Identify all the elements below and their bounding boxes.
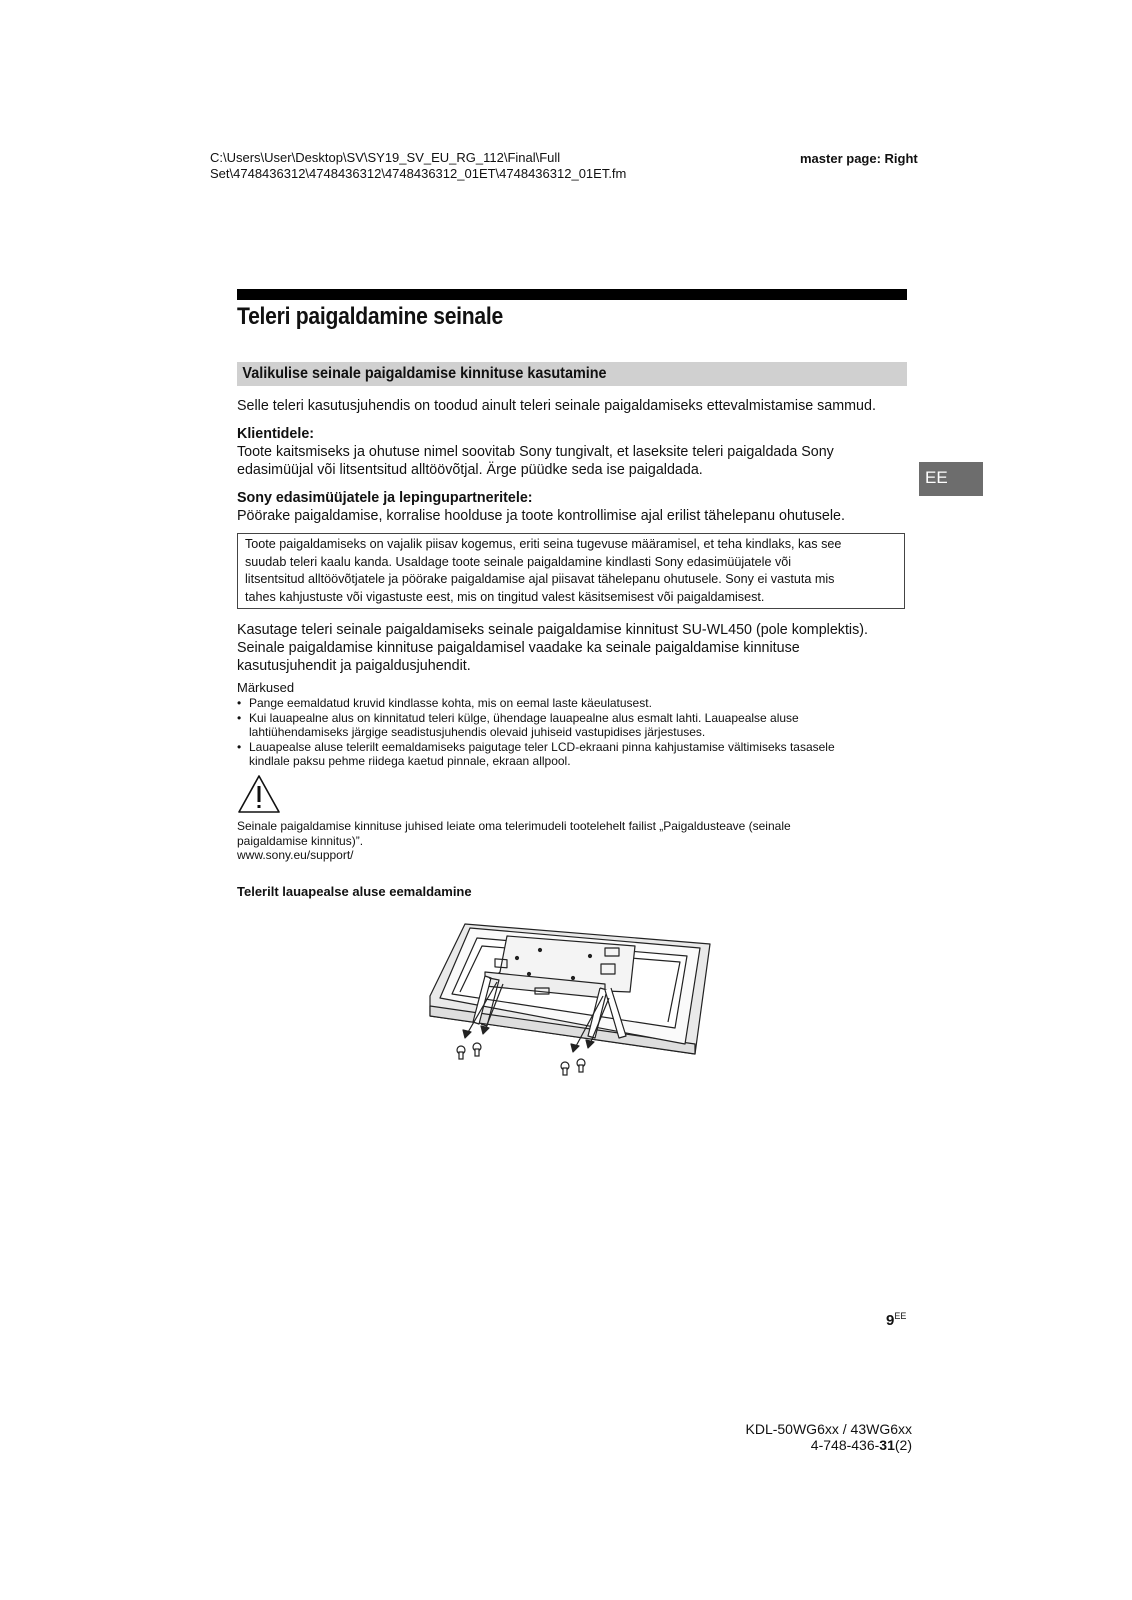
notice-line-1: Toote paigaldamiseks on vajalik piisav kogemus, eriti seina tugevuse määramisel, et teha kindlaks, kas see [245, 537, 842, 551]
section-heading-bar [237, 362, 907, 386]
title-rule [237, 289, 907, 300]
list-item: • Lauapealse aluse telerilt eemaldamiseks paigutage teler LCD-ekraani pinna kahjustamise vältimiseks tasasele kindlale paksu pehme riidega kaetud pinnale, ekraan allpool. [237, 740, 917, 769]
customers-heading: Klientidele: [237, 426, 315, 442]
dealers-text: Pöörake paigaldamise, korralise hoolduse ja toote kontrollimise ajal erilist tähelepanu ohutusele. [237, 508, 845, 524]
guide-text [237, 819, 791, 863]
notice-line-3: litsentsitud alltöövõtjatele ja pöörake paigaldamise ajal piisavat tähelepanu ohutusele. Sony ei vastuta mis [245, 572, 835, 586]
tv-stand-removal-illustration [425, 916, 715, 1096]
dealers-heading: Sony edasimüüjatele ja lepingupartneritele: [237, 490, 533, 506]
list-item: • Kui lauapealne alus on kinnitatud teleri külge, ühendage lauapealne alus esmalt lahti. Lauapealse aluse lahtiühendamiseks järgige seadistusjuhendis olevaid juhiseid vastupidises järjestuses. [237, 711, 917, 740]
usage-line-1: Kasutage teleri seinale paigaldamiseks seinale paigaldamise kinnitust SU-WL450 (pole komplektis). [237, 622, 868, 638]
language-tab-label: EE [925, 468, 948, 487]
document-code: 4-748-436-31(2) [810, 1437, 912, 1453]
notice-line-2: suudab teleri kaalu kanda. Usaldage toote seinale paigaldamine kindlasti Sony edasimüüjatele või [245, 554, 792, 569]
removal-heading: Telerilt lauapealse aluse eemaldamine [237, 884, 472, 899]
file-path-line-1: C:\Users\User\Desktop\SV\SY19_SV_EU_RG_112\Final\Full [210, 150, 561, 165]
intro-text: Selle teleri kasutusjuhendis on toodud ainult teleri seinale paigaldamiseks ettevalmistamise sammud. [237, 398, 876, 414]
notes-heading: Märkused [237, 680, 295, 695]
notes-list [237, 696, 917, 769]
customers-text [237, 443, 834, 479]
file-path [210, 150, 626, 182]
usage-line-2: Seinale paigaldamise kinnituse paigaldamisel vaadake ka seinale paigaldamise kinnituse [237, 640, 800, 656]
page-title: Teleri paigaldamine seinale [237, 303, 503, 330]
list-item: • Pange eemaldatud kruvid kindlasse kohta, mis on eemal laste käeulatusest. [237, 696, 917, 711]
file-path-line-2: Set\4748436312\4748436312\4748436312_01ET\4748436312_01ET.fm [210, 166, 627, 181]
notice-box [237, 533, 905, 609]
language-tab [919, 462, 983, 496]
guide-line-1: Seinale paigaldamise kinnituse juhised leiate oma telerimudeli tootelehelt failist „Paigaldusteave (seinale [237, 819, 791, 833]
customers-line-2: edasimüüjal või litsentsitud alltöövõtjal. Ärge püüdke seda ise paigaldada. [237, 462, 703, 478]
master-page-label: master page: Right [800, 151, 918, 166]
usage-line-3: kasutusjuhendit ja paigaldusjuhendit. [237, 658, 471, 674]
page-number: $9^{EE}$ [886, 1311, 907, 1329]
guide-line-2: paigaldamise kinnitus)”. [237, 833, 364, 848]
usage-text [237, 621, 868, 675]
model-info [700, 1421, 912, 1453]
support-url: www.sony.eu/support/ [237, 848, 354, 862]
section-heading: Valikulise seinale paigaldamise kinnituse kasutamine [242, 365, 607, 382]
model-number: KDL-50WG6xx / 43WG6xx [745, 1421, 912, 1437]
notice-line-4: tahes kahjustuste või vigastuste eest, mis on tingitud valest käsitsemisest või paigaldamisest. [245, 589, 765, 604]
warning-triangle-icon [237, 774, 281, 814]
customers-line-1: Toote kaitsmiseks ja ohutuse nimel soovitab Sony tungivalt, et laseksite teleri paigaldada Sony [237, 444, 834, 460]
